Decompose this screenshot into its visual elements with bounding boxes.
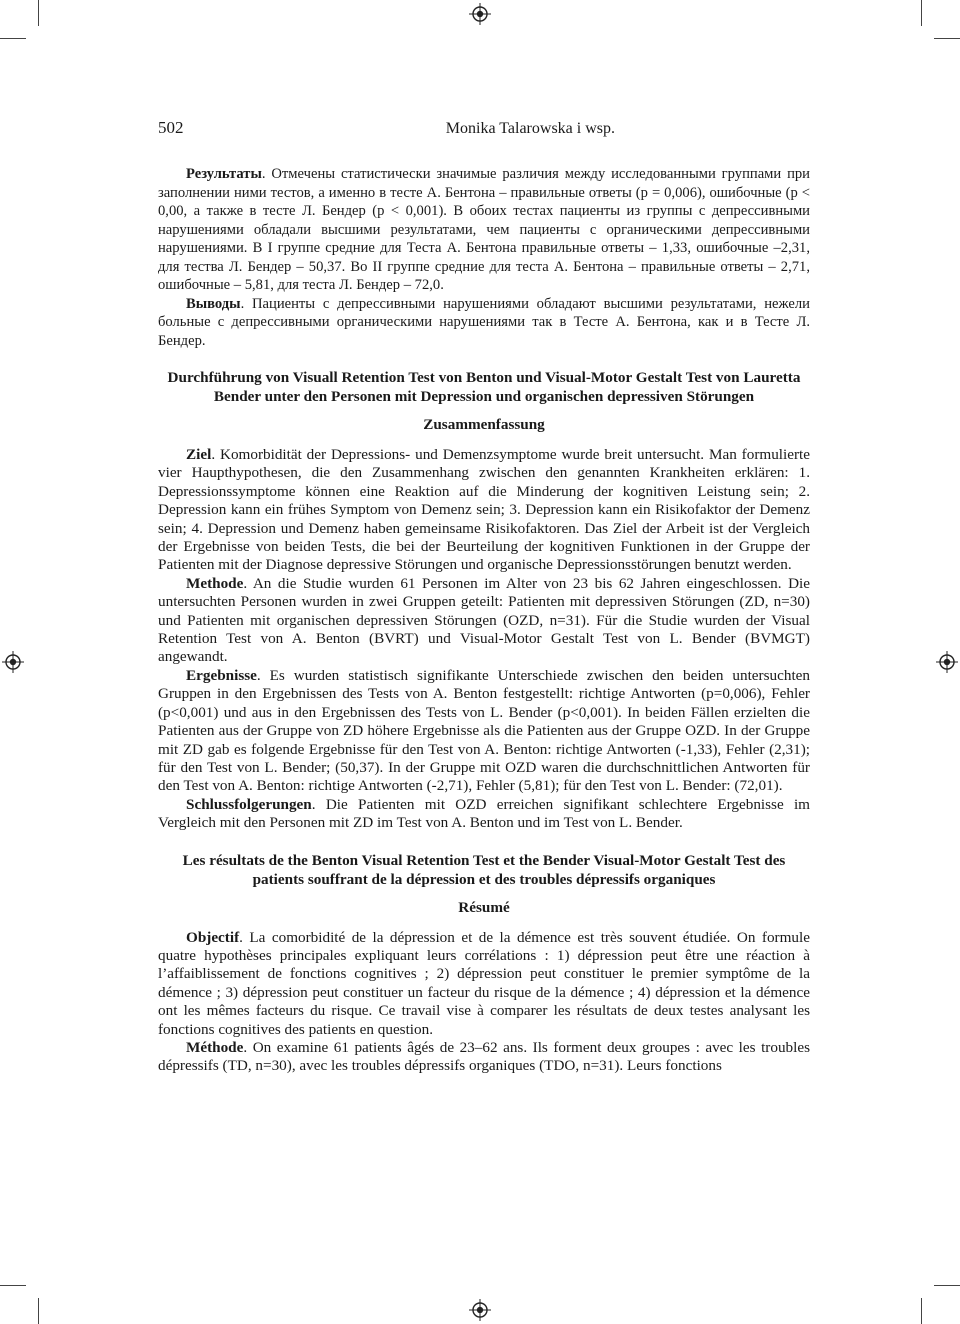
french-summary-heading: Résumé [458, 898, 510, 916]
french-abstract [158, 851, 810, 1076]
de-method-text: . An die Studie wurden 61 Personen im Alter von 23 bis 62 Jahren eingeschlossen. Die untersuchten Personen wurden in zwei Gruppen geteilt: Patienten mit depressiven Störungen (ZD, n=30) und Patienten mit organischen depressiven Störungen (OZD, n=31). Für die Studie wurden der Visual Retention Test von A. Benton (BVRT) und Visual-Motor Gestalt Test von L. Bender (BVMGT) angewandt. [158, 574, 810, 666]
german-summary-heading: Zusammenfassung [423, 416, 545, 433]
running-head: Monika Talarowska i wsp. [445, 120, 615, 137]
registration-mark-top [469, 3, 491, 25]
de-aim-label: Ziel [186, 446, 212, 463]
ru-results-text: . Отмечены статистически значимые различия между исследованными группами при заполнении ними тестов, а именно в тесте А. Бентона – правильные ответы (p = 0,006), ошибочные (p < 0,00, а также в тесте Л. Бендер (p < 0,001). В обоих тестах пациенты из группы с депрессивными нарушениями обладали высшими результатами, чем пациенты с органическими депрессивными нарушениями. В I группе средние для Теста А. Бентона правильные ответы – 1,33, ошибочные –2,31, для тества Л. Бендер – 50,37. Во II группе средние для теста А. Бентона – правильные ответы – 2,71, ошибочные – 5,81, для теста Л. Бендер – 72,0. [158, 166, 810, 293]
german-title: Durchführung von Visuall Retention Test von Benton und Visual-Motor Gestalt Test von Lauretta Bender unter den Personen mit Depression und organischen depressiven Störungen [167, 369, 801, 405]
de-method-label: Methode [186, 574, 244, 592]
fr-objective-label: Objectif [186, 928, 240, 946]
ru-conclusions-text: . Пациенты с депрессивными нарушениями обладают высшими результатами, нежели больные с депрессивными органическими нарушениями так в Тесте А. Бентона, как и в Тесте Л. Бендер. [158, 295, 810, 349]
de-aim-text: . Komorbidität der Depressions- und Demenzsymptome wurde breit untersucht. Man formulierte vier Haupthypothesen, die den Zusammenhang zwischen den genannten Krankheiten erklären: 1. Depressionssymptome können eine Reaktion auf die Minderung der kognitiven Leistung sein; 2. Depression kann ein frühes Symptom von Demenz sein; 3. Depression kann ein Risikofaktor der Demenz sein; 4. Depression und Demenz haben gemeinsame Risikofaktoren. Das Ziel der Arbeit ist der Vergleich der Ergebnisse von beiden Tests, die bei der Beurteilung der kognitiven Funktionen in der Gruppe der Patienten mit der Diagnose depressive Störungen und organische Depressionsstörungen benutzt werden. [158, 446, 810, 574]
de-method-paragraph [158, 575, 810, 667]
fr-method-label: Méthode [186, 1038, 244, 1056]
fr-method-text: . On examine 61 patients âgés de 23–62 ans. Ils forment deux groupes : avec les troubles dépressifs (TD, n=30), avec les troubles dépressifs organiques (TDO, n=31). Leurs fonctions [158, 1038, 810, 1075]
russian-abstract [158, 165, 810, 350]
crop-mark-top-left-horizontal [0, 38, 26, 39]
de-aim-paragraph [158, 446, 810, 575]
crop-mark-bottom-left-vertical [38, 1298, 39, 1324]
de-results-paragraph [158, 667, 810, 796]
registration-mark-left [2, 651, 24, 673]
de-results-label: Ergebnisse [186, 666, 257, 684]
de-conclusions-paragraph [158, 796, 810, 833]
article-body [158, 165, 810, 1076]
ru-results-paragraph [158, 165, 810, 295]
de-results-text: . Es wurden statistisch signifikante Unterschiede zwischen den beiden untersuchten Gruppen in den Ergebnissen des Tests von A. Benton festgestellt: richtige Antworten (p=0,006), Fehler (p<0,001) und aus in den Ergebnissen des Tests von L. Bender (p<0,001). In beiden Fällen erzielten die Patienten aus der Gruppe von ZD höhere Ergebnisse als die Patienten aus der Gruppe OZD. In der Gruppe mit ZD gab es folgende Ergebnisse für den Test von A. Benton: richtige Antworten (-1,33), Fehler (2,31); für den Test von L. Bender; (50,37). In der Gruppe mit OZD waren die durchschnittlichen Antworten für den Test von A. Benton: richtige Antworten (-2,71), Fehler (5,81); für den Test von L. Bender: (72,01). [158, 666, 810, 795]
de-conclusions-label: Schlussfolgerungen [186, 795, 312, 813]
crop-mark-top-right-vertical [921, 0, 922, 26]
ru-conclusions-label: Выводы [186, 295, 241, 312]
crop-mark-bottom-right-vertical [921, 1298, 922, 1324]
german-abstract [158, 368, 810, 833]
crop-mark-bottom-right-horizontal [934, 1285, 960, 1286]
crop-mark-top-left-vertical [38, 0, 39, 26]
page-header [158, 118, 810, 142]
crop-mark-bottom-left-horizontal [0, 1285, 26, 1286]
page-number: 502 [158, 118, 184, 137]
fr-objective-text: . La comorbidité de la dépression et de la démence est très souvent étudiée. On formule quatre hypothèses principales expliquant leurs corrélations : 1) dépression peut être une réaction à l’affaiblissement de fonctions cognitives ; 2) dépression peut constituer le premier symptôme de la démence ; 3) dépression peut constituer un facteur du risque de la démence ; 4) dépression et la démence ont les mêmes facteurs du risque. Ce travail vise à comparer les résultats de deux testes analysant les fonctions cognitives des patients en question. [158, 928, 810, 1038]
french-title: Les résultats de the Benton Visual Retention Test et the Bender Visual-Motor Gestalt Test des patients souffrant de la dépression et des troubles dépressifs organiques [182, 851, 786, 888]
ru-results-label: Результаты [186, 166, 262, 182]
registration-mark-right [936, 651, 958, 673]
ru-conclusions-paragraph [158, 295, 810, 351]
crop-mark-top-right-horizontal [934, 38, 960, 39]
fr-objective-paragraph [158, 929, 810, 1039]
registration-mark-bottom [469, 1299, 491, 1321]
fr-method-paragraph [158, 1039, 810, 1076]
de-conclusions-text: . Die Patienten mit OZD erreichen signifikant schlechtere Ergebnisse im Vergleich mit den Personen mit ZD im Test von A. Benton und im Test von L. Bender. [158, 795, 810, 832]
